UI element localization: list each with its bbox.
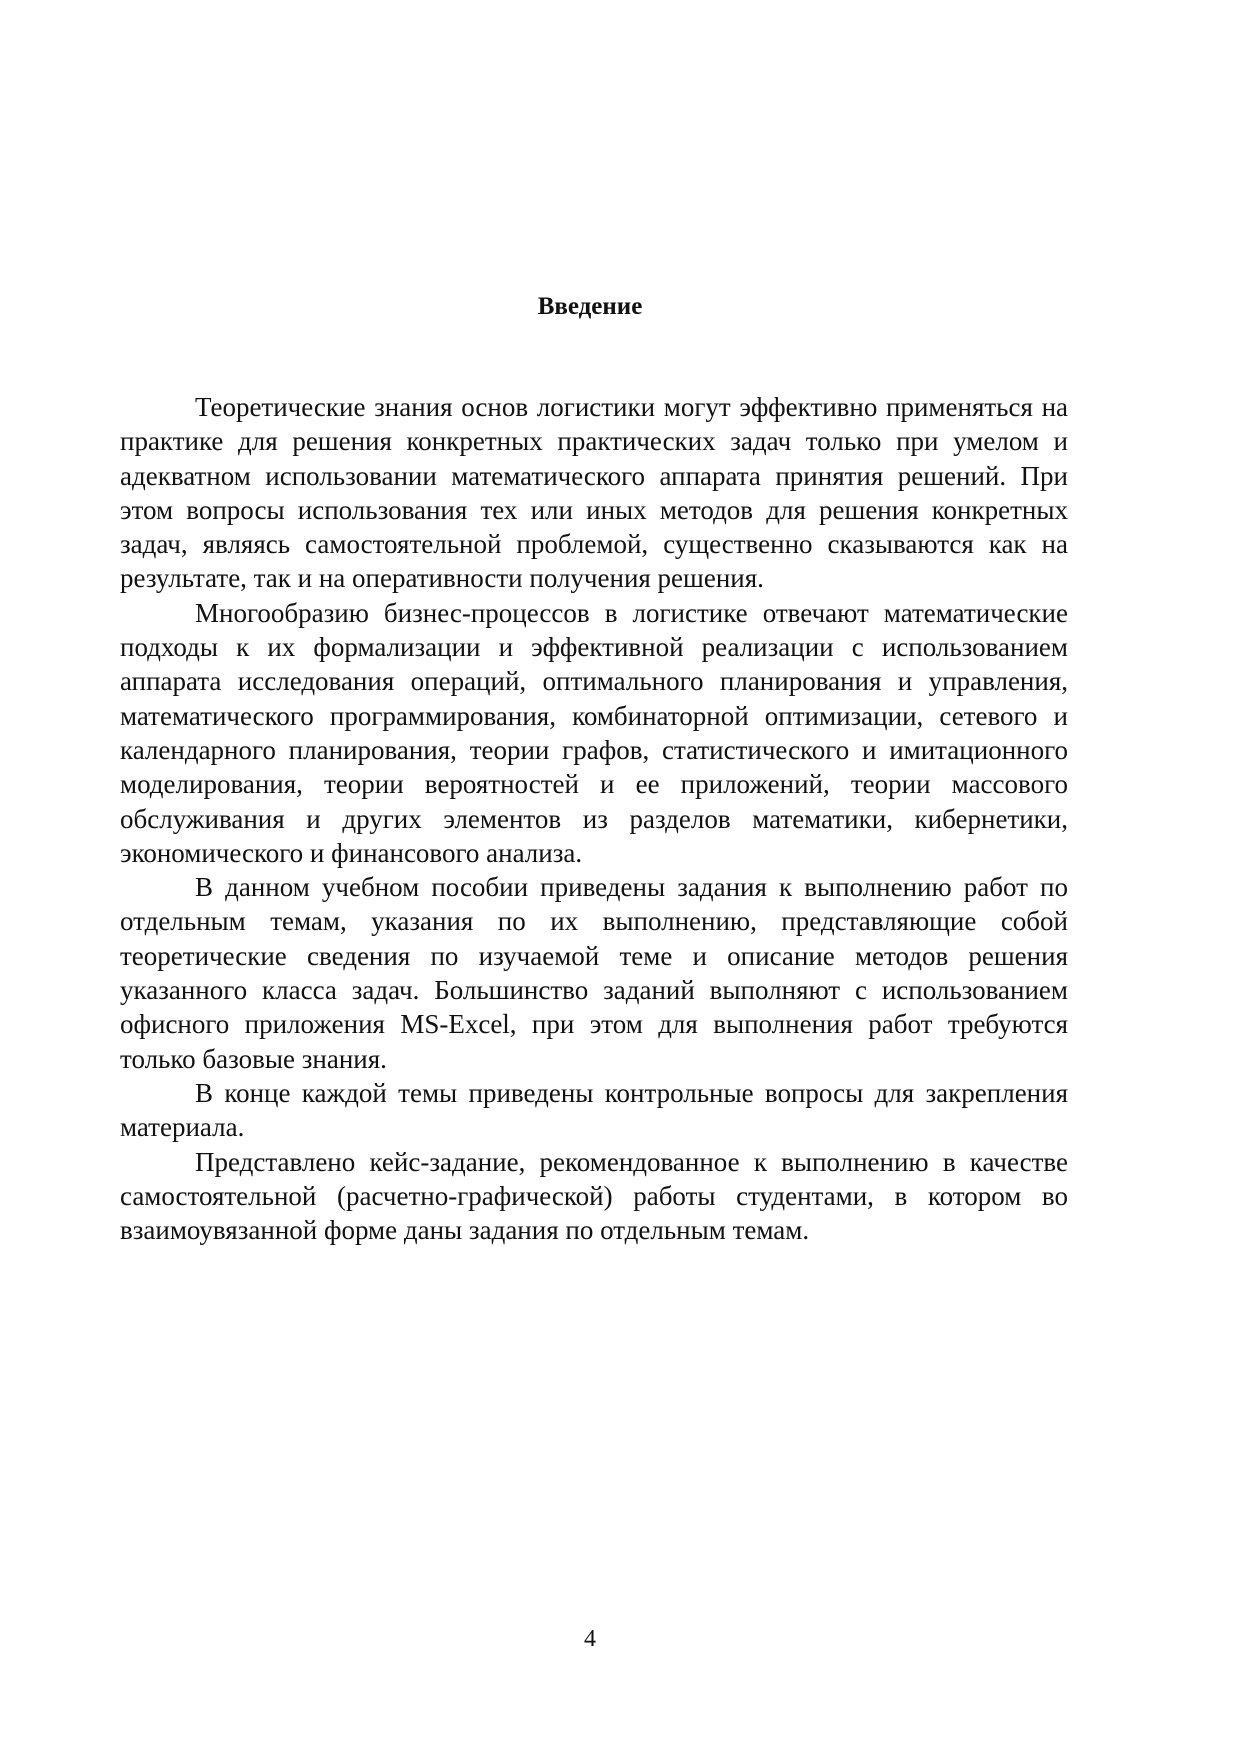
paragraph-4: В конце каждой темы приведены контрольные вопросы для закрепления материала. — [120, 1077, 1068, 1143]
page-number: 4 — [584, 1626, 596, 1652]
paragraph-1: Теоретические знания основ логистики могут эффективно применяться на практике для решения конкретных практических задач только при умелом и адекватном использовании математического аппарата принятия решений. При этом вопросы использования тех или иных методов для решения конкретных задач, являясь самостоятельной проблемой, существенно сказываются как на результате, так и на оперативности получения решения. — [120, 392, 1068, 594]
body-text — [120, 390, 1068, 1247]
paragraph-5: Представлено кейс-задание, рекомендованное к выполнению в качестве самостоятельной (расчетно-графической) работы студентами, в котором во взаимоувязанной форме даны задания по отдельным темам. — [120, 1146, 1068, 1246]
paragraph-3: В данном учебном пособии приведены задания к выполнению работ по отдельным темам, указания по их выполнению, представляющие собой теоретические сведения по изучаемой теме и описание методов решения указанного класса задач. Большинство заданий выполняют с использованием офисного приложения MS-Excel, при этом для выполнения работ требуются только базовые знания. — [120, 872, 1068, 1074]
paragraph-2: Многообразию бизнес-процессов в логистике отвечают математические подходы к их формализации и эффективной реализации с использованием аппарата исследования операций, оптимального планирования и управления, математического программирования, комбинаторной оптимизации, сетевого и календарного планирования, теории графов, статистического и имитационного моделирования, теории вероятностей и ее приложений, теории массового обслуживания и других элементов из разделов математики, кибернетики, экономического и финансового анализа. — [120, 597, 1068, 868]
page-title: Введение — [537, 293, 643, 320]
